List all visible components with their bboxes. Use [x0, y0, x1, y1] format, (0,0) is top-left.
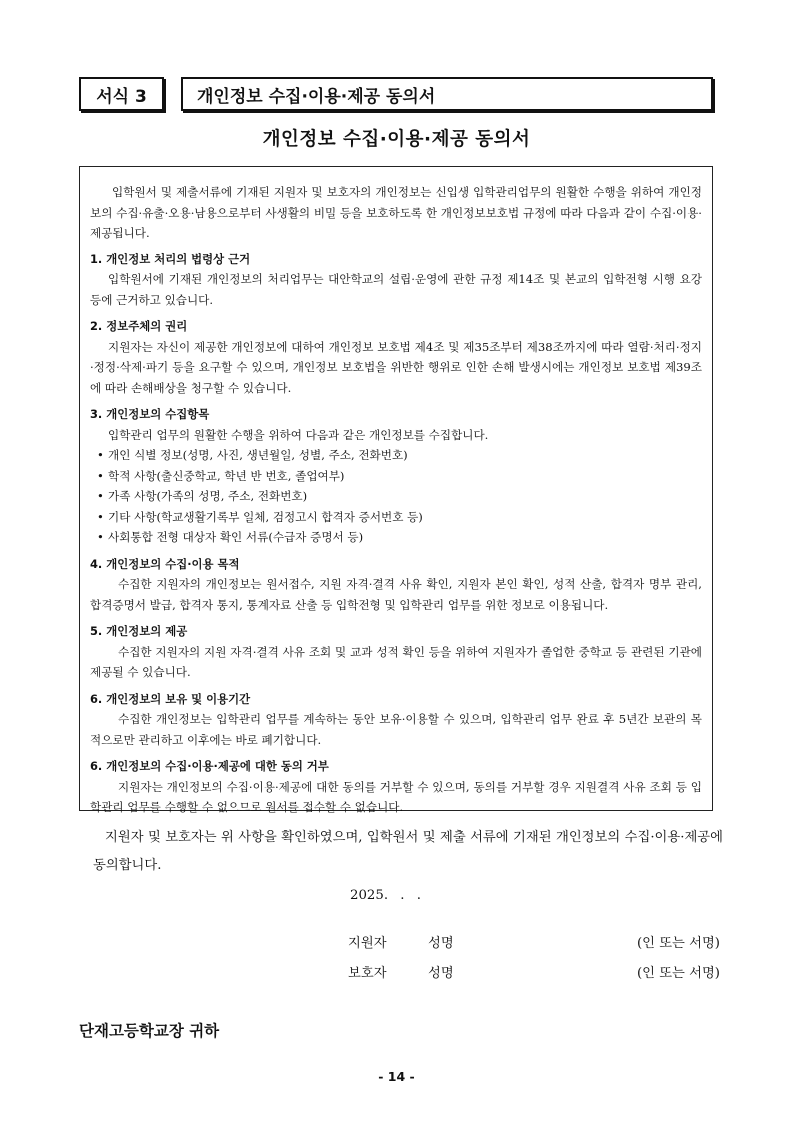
section-body: 지원자는 자신이 제공한 개인정보에 대하여 개인정보 보호법 제4조 및 제35조부터 제38조까지에 따라 열람·처리·정지·정정·삭제·파기 등을 요구할 수 있으며, 개인정보 보호법을 위반한 행위로 인한 손해 발생시에는 개인정보 보호법 제39조에 따라 손해배상을 청구할 수 있습니다. — [90, 339, 702, 395]
signer-role: 지원자 — [348, 936, 387, 951]
section-title: 4. 개인정보의 수집·이용 목적 — [90, 556, 240, 571]
document-title: 개인정보 수집·이용·제공 동의서 — [262, 129, 531, 150]
bullet-icon: • — [97, 509, 104, 524]
list-item: • 기타 사항(학교생활기록부 일체, 검정고시 합격자 증서번호 등) — [90, 507, 702, 528]
section-purpose — [90, 554, 702, 616]
intro-paragraph: 입학원서 및 제출서류에 기재된 지원자 및 보호자의 개인정보는 신입생 입학관리업무의 원활한 수행을 위하여 개인정보의 수집·유출·오용·남용으로부터 사생활의 비밀 등을 보호하도록 한 개인정보보호법 규정에 따라 다음과 같이 수집·이용·제공됩니다. — [90, 185, 702, 240]
section-body: 입학관리 업무의 원활한 수행을 위하여 다음과 같은 개인정보를 수집합니다. — [108, 427, 489, 442]
name-field[interactable]: 성명 — [428, 936, 454, 951]
bullet-icon: • — [97, 468, 104, 483]
list-item: • 개인 식별 정보(성명, 사진, 생년월일, 성별, 주소, 전화번호) — [90, 445, 702, 466]
signer-role: 보호자 — [348, 966, 387, 981]
seal-or-signature-field[interactable]: (인 또는 서명) — [636, 936, 720, 951]
name-field[interactable]: 성명 — [428, 966, 454, 981]
form-title: 개인정보 수집·이용·제공 동의서 — [181, 77, 713, 111]
bullet-icon: • — [97, 448, 104, 462]
section-refusal — [90, 756, 702, 818]
list-item: • 학적 사항(출신중학교, 학년 반 번호, 졸업여부) — [90, 466, 702, 487]
bullet-icon: • — [97, 530, 104, 544]
section-title: 2. 정보주체의 권리 — [90, 319, 188, 333]
section-body: 지원자는 개인정보의 수집·이용·제공에 대한 동의를 거부할 수 있으며, 동의를 거부할 경우 지원결격 사유 조회 등 입학관리 업무를 수행할 수 없으므로 원서를 접수할 수 없습니다. — [90, 779, 702, 814]
section-legal-basis — [90, 249, 702, 311]
date-field[interactable]: 2025. . . — [350, 888, 421, 903]
bullet-icon: • — [97, 489, 104, 503]
section-body: 수집한 개인정보는 입학관리 업무를 계속하는 동안 보유·이용할 수 있으며, 입학관리 업무 완료 후 5년간 보관의 목적으로만 관리하고 이후에는 바로 폐기합니다. — [90, 712, 702, 747]
seal-or-signature-field[interactable]: (인 또는 서명) — [636, 966, 720, 981]
agreement-statement: 지원자 및 보호자는 위 사항을 확인하였으며, 입학원서 및 제출 서류에 기재된 개인정보의 수집·이용·제공에 동의합니다. — [93, 830, 723, 873]
section-provision — [90, 621, 702, 683]
section-title: 5. 개인정보의 제공 — [90, 624, 188, 638]
section-title: 6. 개인정보의 수집·이용·제공에 대한 동의 거부 — [90, 759, 329, 773]
list-item: • 가족 사항(가족의 성명, 주소, 전화번호) — [90, 486, 702, 507]
section-body: 입학원서에 기재된 개인정보의 처리업무는 대안학교의 설립·운영에 관한 규정 제14조 및 본교의 입학전형 시행 요강 등에 근거하고 있습니다. — [90, 272, 702, 307]
section-data-subject-rights — [90, 316, 702, 398]
addressee: 단재고등학교장 귀하 — [79, 1022, 220, 1040]
form-label: 서식 3 — [79, 77, 164, 111]
section-title: 3. 개인정보의 수집항목 — [90, 407, 210, 421]
section-title: 6. 개인정보의 보유 및 이용기간 — [90, 691, 251, 706]
section-body: 수집한 지원자의 개인정보는 원서접수, 지원 자격·결격 사유 확인, 지원자 본인 확인, 성적 산출, 합격자 명부 관리, 합격증명서 발급, 합격자 통지, 통계자료 산출 등 입학전형 및 입학관리 업무를 위한 정보로 이용됩니다. — [90, 577, 702, 612]
section-collected-items — [90, 404, 702, 548]
page-number: - 14 - — [378, 1069, 415, 1084]
section-title: 1. 개인정보 처리의 법령상 근거 — [90, 251, 251, 266]
section-retention — [90, 689, 702, 751]
list-item: • 사회통합 전형 대상자 확인 서류(수급자 증명서 등) — [90, 527, 702, 548]
section-body: 수집한 지원자의 지원 자격·결격 사유 조회 및 교과 성적 확인 등을 위하여 지원자가 졸업한 중학교 등 관련된 기관에 제공될 수 있습니다. — [90, 644, 702, 679]
collected-items-list — [90, 445, 702, 548]
consent-content-box — [79, 166, 713, 814]
